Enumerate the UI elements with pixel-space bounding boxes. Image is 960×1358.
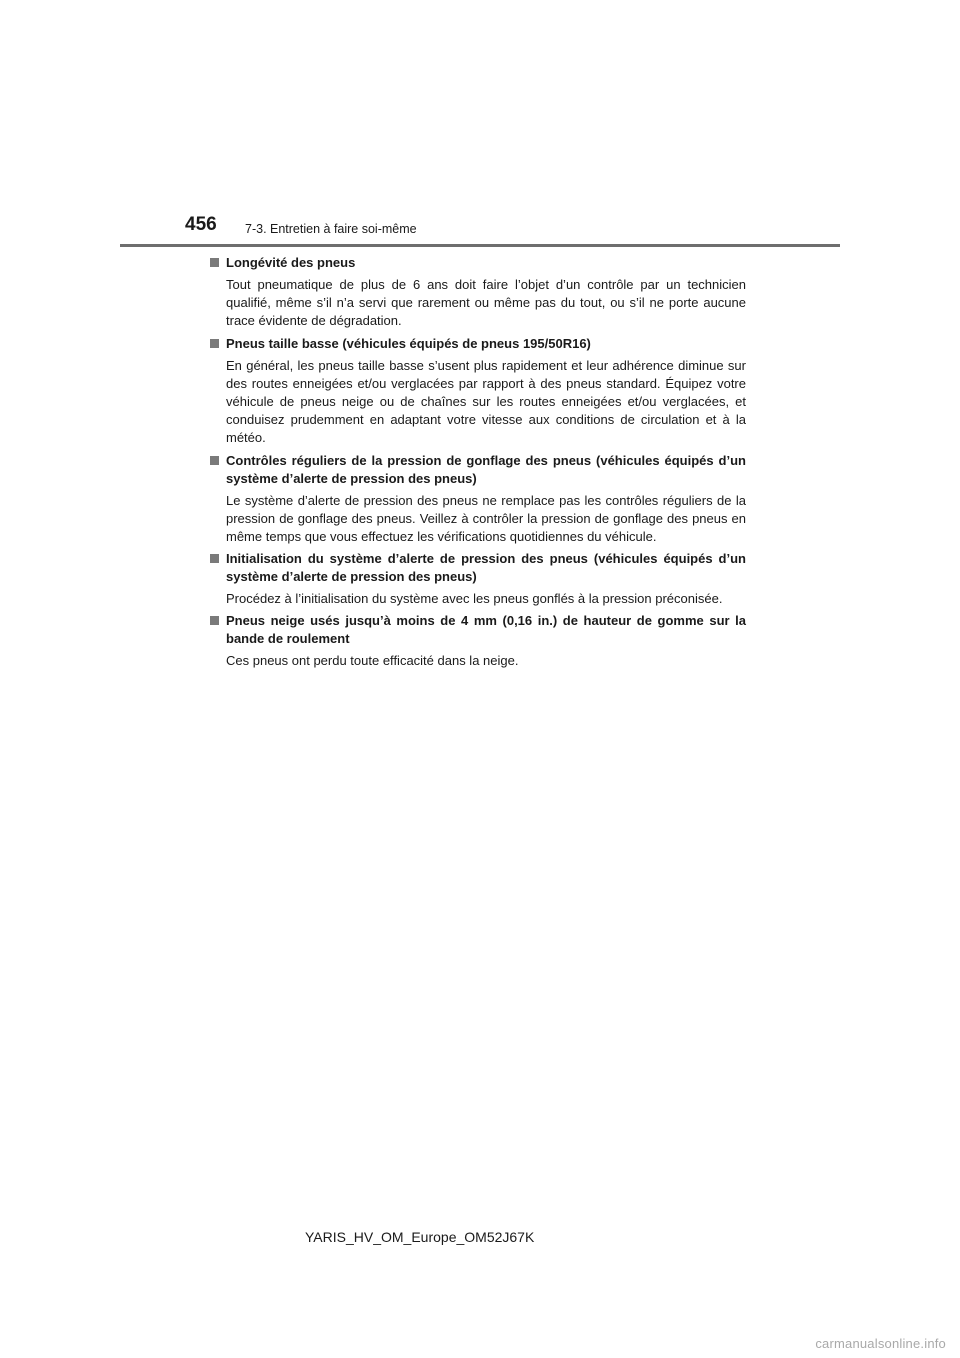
content [210, 250, 746, 675]
item-body: Le système d’alerte de pression des pneus ne remplace pas les contrôles réguliers de la pression de gonflage des pneus. Veillez à contrôler la pression de gonflage des pneus en même temps que vous effectuez les vérifications quotidiennes du véhicule. [226, 492, 746, 545]
item-tpws-initialization [210, 550, 746, 608]
item-heading-text: Contrôles réguliers de la pression de gonflage des pneus (véhicules équipés d’un système d’alerte de pression des pneus) [226, 452, 746, 486]
item-body: Ces pneus ont perdu toute efficacité dans la neige. [226, 653, 519, 669]
item-body: En général, les pneus taille basse s’usent plus rapidement et leur adhérence diminue sur des routes enneigées et/ou verglacées par rapport à des pneus standard. Équipez votre véhicule de pneus neige ou de chaînes sur les routes enneigées et/ou verglacées, et conduisez prudemment en adaptant votre vitesse aux conditions de circulation et à la météo. [226, 357, 746, 446]
item-body: Tout pneumatique de plus de 6 ans doit faire l’objet d’un contrôle par un technicien qualifié, même s’il n’a servi que rarement ou même pas du tout, ou s’il ne porte aucune trace évidente de dégradation. [226, 277, 746, 329]
section-title: 7-3. Entretien à faire soi-même [245, 222, 417, 236]
square-bullet-icon [210, 339, 219, 348]
item-heading [210, 452, 746, 488]
item-body: Procédez à l’initialisation du système avec les pneus gonflés à la pression préconisée. [226, 591, 723, 607]
square-bullet-icon [210, 616, 219, 625]
header-rule [120, 244, 840, 247]
item-heading-text: Longévité des pneus [226, 255, 356, 270]
footer-document-code: YARIS_HV_OM_Europe_OM52J67K [305, 1229, 535, 1245]
page-number: 456 [185, 214, 217, 235]
square-bullet-icon [210, 554, 219, 563]
item-pressure-checks [210, 452, 746, 547]
item-tire-longevity [210, 254, 746, 331]
item-heading [210, 335, 746, 353]
item-heading-text: Pneus taille basse (véhicules équipés de pneus 195/50R16) [226, 335, 591, 351]
watermark: carmanualsonline.info [815, 1336, 946, 1351]
item-heading-text: Pneus neige usés jusqu’à moins de 4 mm (0,16 in.) de hauteur de gomme sur la bande de roulement [226, 613, 746, 647]
item-heading-text: Initialisation du système d’alerte de pression des pneus (véhicules équipés d’un système d’alerte de pression des pneus) [226, 551, 746, 585]
square-bullet-icon [210, 258, 219, 267]
square-bullet-icon [210, 456, 219, 465]
item-heading [210, 254, 746, 272]
item-low-profile-tires [210, 335, 746, 448]
item-heading [210, 612, 746, 648]
item-heading [210, 550, 746, 586]
item-worn-snow-tires [210, 612, 746, 670]
